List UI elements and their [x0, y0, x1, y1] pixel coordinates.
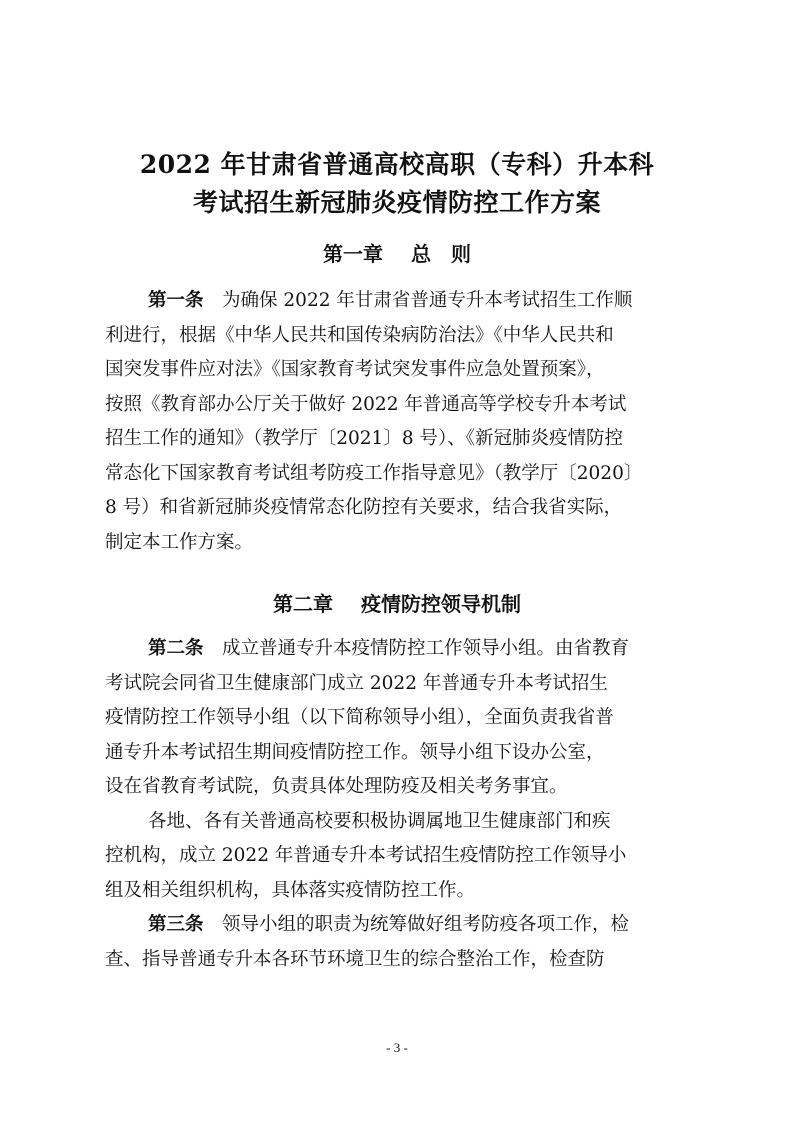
- chapter-2-label: 第二章: [273, 592, 333, 616]
- article-2: [105, 632, 690, 805]
- article-3-line-2: 查、指导普通专升本各环节环境卫生的综合整治工作，检查防: [105, 948, 605, 970]
- chapter-1-label: 第一章: [323, 242, 383, 266]
- article-2-line-3: 疫情防控工作领导小组（以下简称领导小组），全面负责我省普: [105, 707, 614, 728]
- article-2-line-2: 考试院会同省卫生健康部门成立 2022 年普通专升本考试招生: [105, 672, 608, 694]
- article-1-line-3: 国突发事件应对法》《国家教育考试突发事件应急处置预案》，: [105, 359, 605, 380]
- article-2-line-1: 成立普通专升本疫情防控工作领导小组。由省教育: [222, 638, 630, 659]
- article-1-line-7: 8 号）和省新冠肺炎疫情常态化防控有关要求，结合我省实际，: [105, 497, 623, 518]
- article-2-paragraph-2-line-1: 各地、各有关普通高校要积极协调属地卫生健康部门和疾: [148, 810, 611, 832]
- article-3: [105, 908, 690, 977]
- article-3-heading: 第三条: [148, 914, 204, 935]
- page-number: - 3 -: [386, 1040, 408, 1055]
- chapter-1-body: [105, 284, 690, 560]
- article-2-paragraph-2: [105, 805, 690, 909]
- article-1-line-6: 常态化下国家教育考试组考防疫工作指导意见》（教学厅〔2020〕: [105, 462, 643, 484]
- article-3-line-1: 领导小组的职责为统筹做好组考防疫各项工作，检: [222, 914, 630, 935]
- article-1: [105, 284, 690, 560]
- article-1-line-2: 利进行，根据《中华人民共和国传染病防治法》《中华人民共和: [105, 324, 614, 346]
- article-1-heading: 第一条: [148, 290, 204, 311]
- document-title-line-1: 2022 年甘肃省普通高校高职（专科）升本科: [139, 150, 655, 179]
- article-2-heading: 第二条: [148, 638, 204, 659]
- chapter-2-body: [105, 632, 690, 977]
- article-2-paragraph-2-line-2: 控机构，成立 2022 年普通专升本考试招生疫情防控工作领导小: [105, 845, 627, 866]
- chapter-1-heading: [0, 240, 794, 268]
- chapter-2-heading: [0, 590, 794, 618]
- chapter-2-title: 疫情防控领导机制: [361, 592, 521, 616]
- article-1-line-4: 按照《教育部办公厅关于做好 2022 年普通高等学校专升本考试: [105, 393, 627, 415]
- article-2-line-5: 设在省教育考试院，负责具体处理防疫及相关考务事宜。: [105, 776, 568, 797]
- chapter-1-title: 总 则: [411, 242, 471, 266]
- article-1-line-8: 制定本工作方案。: [105, 531, 254, 553]
- document-title-line-2: 考试招生新冠肺炎疫情防控工作方案: [192, 188, 601, 217]
- article-2-paragraph-2-line-3: 组及相关组织机构，具体落实疫情防控工作。: [105, 879, 476, 901]
- article-1-line-5: 招生工作的通知》（教学厅〔2021〕8 号）、《新冠肺炎疫情防控: [105, 428, 623, 449]
- article-1-line-1: 为确保 2022 年甘肃省普通专升本考试招生工作顺: [222, 290, 633, 311]
- article-2-line-4: 通专升本考试招生期间疫情防控工作。领导小组下设办公室，: [105, 741, 605, 763]
